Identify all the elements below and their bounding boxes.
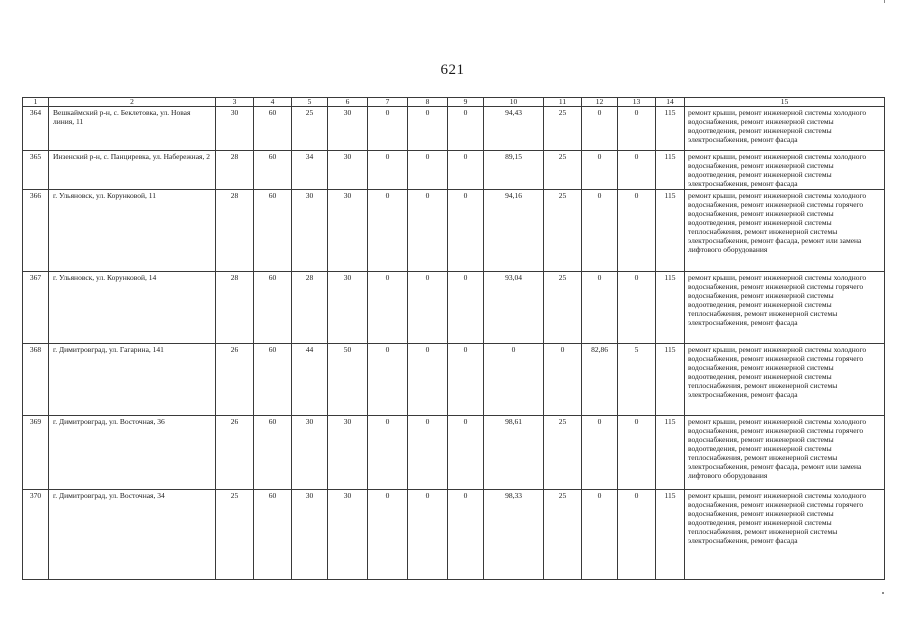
value-cell: 0	[448, 490, 484, 580]
value-cell: 89,15	[484, 151, 544, 190]
table-row	[23, 107, 885, 151]
row-index-cell: 368	[23, 344, 49, 416]
works-cell: ремонт крыши, ремонт инженерной системы холодного водоснабжения, ремонт инженерной системы горячего водоснабжения, ремонт инженерной системы водоотведения, ремонт инженерной системы теплоснабжения, ремонт инженерной системы электроснабжения, ремонт фасада, ремонт или замена лифтового оборудования	[685, 190, 885, 272]
value-cell: 0	[408, 190, 448, 272]
table-row	[23, 190, 885, 272]
value-cell: 25	[544, 107, 582, 151]
address-cell: Вешкаймский р-н, с. Беклетовка, ул. Новая линия, 11	[49, 107, 216, 151]
value-cell: 30	[328, 107, 368, 151]
value-cell: 60	[254, 416, 292, 490]
repair-program-table	[22, 97, 885, 580]
table-row	[23, 344, 885, 416]
value-cell: 115	[656, 416, 685, 490]
scan-mark	[884, 0, 885, 3]
value-cell: 0	[484, 344, 544, 416]
value-cell: 0	[408, 107, 448, 151]
value-cell: 0	[582, 490, 618, 580]
value-cell: 30	[328, 272, 368, 344]
row-index-cell: 367	[23, 272, 49, 344]
column-number-header: 8	[408, 98, 448, 107]
column-number-header: 11	[544, 98, 582, 107]
column-number-header: 5	[292, 98, 328, 107]
value-cell: 0	[618, 416, 656, 490]
value-cell: 82,86	[582, 344, 618, 416]
value-cell: 0	[544, 344, 582, 416]
value-cell: 0	[448, 107, 484, 151]
value-cell: 115	[656, 490, 685, 580]
value-cell: 60	[254, 490, 292, 580]
table-row	[23, 151, 885, 190]
value-cell: 0	[448, 416, 484, 490]
value-cell: 60	[254, 344, 292, 416]
address-cell: г. Димитровград, ул. Восточная, 36	[49, 416, 216, 490]
value-cell: 5	[618, 344, 656, 416]
value-cell: 115	[656, 190, 685, 272]
value-cell: 115	[656, 107, 685, 151]
value-cell: 94,16	[484, 190, 544, 272]
value-cell: 0	[408, 344, 448, 416]
table-row	[23, 416, 885, 490]
value-cell: 30	[328, 151, 368, 190]
value-cell: 30	[292, 490, 328, 580]
value-cell: 0	[582, 151, 618, 190]
column-number-header: 6	[328, 98, 368, 107]
value-cell: 0	[368, 107, 408, 151]
value-cell: 28	[292, 272, 328, 344]
column-number-header: 15	[685, 98, 885, 107]
value-cell: 0	[582, 272, 618, 344]
value-cell: 28	[216, 190, 254, 272]
value-cell: 0	[368, 416, 408, 490]
works-cell: ремонт крыши, ремонт инженерной системы холодного водоснабжения, ремонт инженерной системы горячего водоснабжения, ремонт инженерной системы водоотведения, ремонт инженерной системы теплоснабжения, ремонт инженерной системы электроснабжения, ремонт фасада	[685, 272, 885, 344]
address-cell: г. Димитровград, ул. Восточная, 34	[49, 490, 216, 580]
value-cell: 60	[254, 151, 292, 190]
value-cell: 98,33	[484, 490, 544, 580]
value-cell: 0	[408, 416, 448, 490]
column-number-header: 4	[254, 98, 292, 107]
column-number-header: 9	[448, 98, 484, 107]
value-cell: 25	[544, 190, 582, 272]
value-cell: 30	[292, 190, 328, 272]
value-cell: 60	[254, 190, 292, 272]
works-cell: ремонт крыши, ремонт инженерной системы холодного водоснабжения, ремонт инженерной системы водоотведения, ремонт инженерной системы электроснабжения, ремонт фасада	[685, 151, 885, 190]
value-cell: 0	[618, 490, 656, 580]
value-cell: 0	[618, 151, 656, 190]
value-cell: 115	[656, 272, 685, 344]
table-row	[23, 272, 885, 344]
value-cell: 25	[544, 490, 582, 580]
value-cell: 0	[582, 416, 618, 490]
repair-program-table-wrapper	[22, 97, 884, 580]
value-cell: 0	[618, 190, 656, 272]
column-number-header: 1	[23, 98, 49, 107]
value-cell: 0	[448, 151, 484, 190]
value-cell: 94,43	[484, 107, 544, 151]
value-cell: 50	[328, 344, 368, 416]
address-cell: Инзенский р-н, с. Панциревка, ул. Набережная, 2	[49, 151, 216, 190]
value-cell: 0	[368, 190, 408, 272]
value-cell: 30	[328, 490, 368, 580]
value-cell: 115	[656, 344, 685, 416]
value-cell: 28	[216, 151, 254, 190]
row-index-cell: 364	[23, 107, 49, 151]
value-cell: 60	[254, 107, 292, 151]
value-cell: 26	[216, 416, 254, 490]
value-cell: 25	[544, 416, 582, 490]
value-cell: 0	[368, 272, 408, 344]
column-number-header: 14	[656, 98, 685, 107]
value-cell: 93,04	[484, 272, 544, 344]
value-cell: 0	[582, 107, 618, 151]
value-cell: 0	[448, 272, 484, 344]
column-number-header: 7	[368, 98, 408, 107]
column-number-header: 2	[49, 98, 216, 107]
value-cell: 25	[544, 272, 582, 344]
works-cell: ремонт крыши, ремонт инженерной системы холодного водоснабжения, ремонт инженерной системы водоотведения, ремонт инженерной системы электроснабжения, ремонт фасада	[685, 107, 885, 151]
value-cell: 0	[368, 344, 408, 416]
value-cell: 60	[254, 272, 292, 344]
value-cell: 34	[292, 151, 328, 190]
value-cell: 0	[408, 151, 448, 190]
row-index-cell: 369	[23, 416, 49, 490]
value-cell: 0	[448, 344, 484, 416]
value-cell: 25	[216, 490, 254, 580]
address-cell: г. Ульяновск, ул. Корунковой, 14	[49, 272, 216, 344]
value-cell: 30	[328, 190, 368, 272]
row-index-cell: 366	[23, 190, 49, 272]
value-cell: 115	[656, 151, 685, 190]
works-cell: ремонт крыши, ремонт инженерной системы холодного водоснабжения, ремонт инженерной системы горячего водоснабжения, ремонт инженерной системы водоотведения, ремонт инженерной системы теплоснабжения, ремонт инженерной системы электроснабжения, ремонт фасада	[685, 490, 885, 580]
value-cell: 0	[618, 272, 656, 344]
address-cell: г. Димитровград, ул. Гагарина, 141	[49, 344, 216, 416]
address-cell: г. Ульяновск, ул. Корунковой, 11	[49, 190, 216, 272]
value-cell: 30	[216, 107, 254, 151]
value-cell: 30	[292, 416, 328, 490]
table-row	[23, 490, 885, 580]
works-cell: ремонт крыши, ремонт инженерной системы холодного водоснабжения, ремонт инженерной системы горячего водоснабжения, ремонт инженерной системы водоотведения, ремонт инженерной системы теплоснабжения, ремонт инженерной системы электроснабжения, ремонт фасада	[685, 344, 885, 416]
scan-mark	[882, 592, 884, 594]
value-cell: 0	[368, 490, 408, 580]
value-cell: 25	[544, 151, 582, 190]
value-cell: 0	[448, 190, 484, 272]
column-number-header: 3	[216, 98, 254, 107]
value-cell: 0	[618, 107, 656, 151]
value-cell: 0	[408, 272, 448, 344]
value-cell: 0	[368, 151, 408, 190]
value-cell: 28	[216, 272, 254, 344]
column-number-row	[23, 98, 885, 107]
value-cell: 0	[582, 190, 618, 272]
column-number-header: 12	[582, 98, 618, 107]
row-index-cell: 365	[23, 151, 49, 190]
value-cell: 30	[328, 416, 368, 490]
value-cell: 0	[408, 490, 448, 580]
column-number-header: 13	[618, 98, 656, 107]
value-cell: 26	[216, 344, 254, 416]
value-cell: 44	[292, 344, 328, 416]
value-cell: 98,61	[484, 416, 544, 490]
value-cell: 25	[292, 107, 328, 151]
page-number: 621	[440, 62, 465, 78]
works-cell: ремонт крыши, ремонт инженерной системы холодного водоснабжения, ремонт инженерной системы горячего водоснабжения, ремонт инженерной системы водоотведения, ремонт инженерной системы теплоснабжения, ремонт инженерной системы электроснабжения, ремонт фасада, ремонт или замена лифтового оборудования	[685, 416, 885, 490]
column-number-header: 10	[484, 98, 544, 107]
row-index-cell: 370	[23, 490, 49, 580]
